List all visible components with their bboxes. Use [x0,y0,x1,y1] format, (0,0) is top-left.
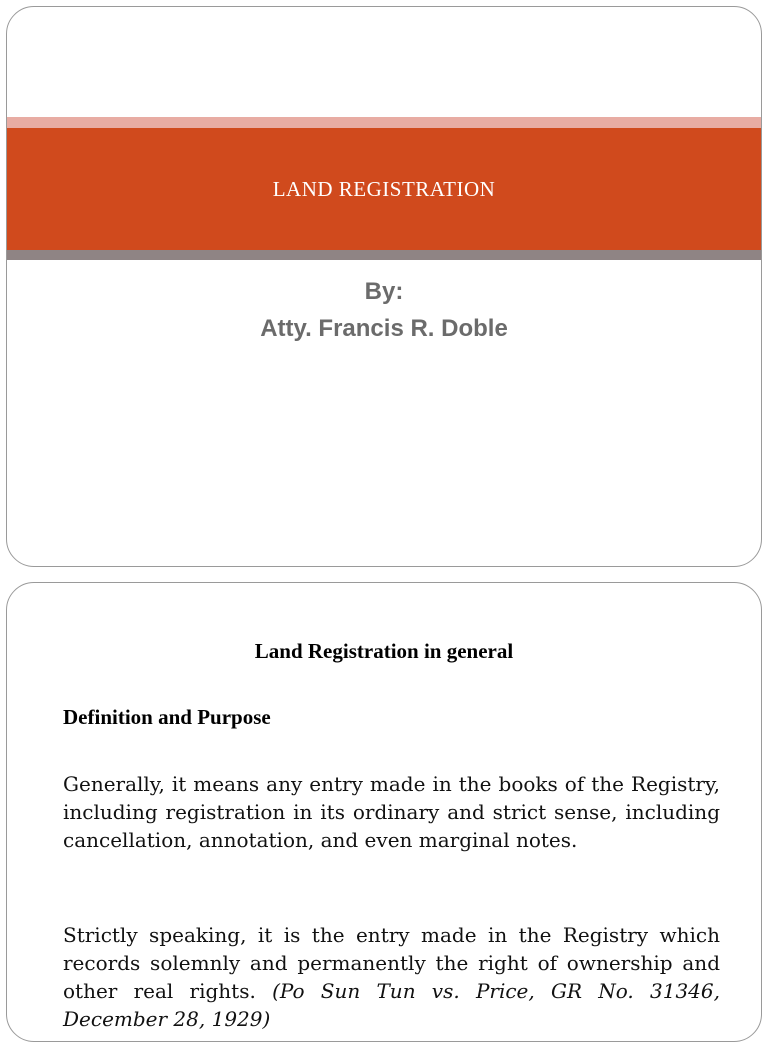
title-band [7,128,761,250]
slide-title: LAND REGISTRATION [272,176,496,201]
section-subheading: Definition and Purpose [63,705,271,729]
strict-definition-paragraph [63,921,720,1033]
content-slide [6,582,762,1042]
author-name: Atty. Francis R. Doble [260,315,508,342]
case-citation: (Po Sun Tun vs. Price, GR No. 31346, December 28, 1929) [63,979,720,1031]
strict-definition-text: Strictly speaking, it is the entry made in the Registry which records solemnly and permanently the right of ownership and other real rights. [63,923,720,1003]
by-label: By: [364,278,404,305]
slide-heading: Land Registration in general [254,639,514,663]
definition-paragraph: Generally, it means any entry made in the books of the Registry, including registration in its ordinary and strict sense, including cancellation, annotation, and even marginal notes. [63,772,720,852]
title-band-top-stripe [7,117,761,128]
title-band-bottom-stripe [7,250,761,260]
title-slide [6,6,762,567]
